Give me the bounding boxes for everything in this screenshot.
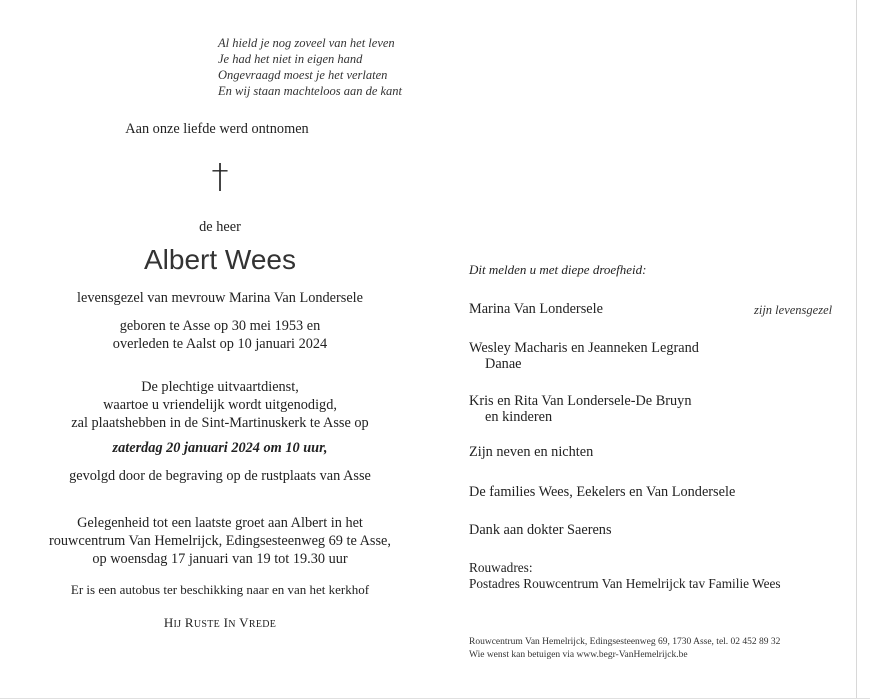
birth-death — [20, 317, 420, 353]
address-label: Rouwadres: — [469, 560, 533, 575]
mourning-address — [469, 560, 781, 592]
family-entry: Zijn neven en nichten — [469, 444, 594, 460]
family-entry — [469, 340, 699, 372]
footer-line: Rouwcentrum Van Hemelrijck, Edingsesteenweg 69, 1730 Asse, tel. 02 452 89 32 — [469, 637, 781, 647]
service-line: De plechtige uitvaartdienst, — [141, 379, 299, 395]
address-text: Postadres Rouwcentrum Van Hemelrijck tav Familie Wees — [469, 576, 781, 591]
bus-notice: Er is een autobus ter beschikking naar en van het kerkhof — [70, 582, 370, 597]
footer-line: Wie wenst kan betuigen via www.begr-VanHemelrijck.be — [469, 650, 688, 660]
deceased-name: Albert Wees — [144, 244, 296, 275]
service-date: zaterdag 20 januari 2024 om 10 uur, — [112, 440, 328, 456]
page-edge — [856, 0, 857, 699]
family-subline: en kinderen — [485, 409, 553, 425]
visitation-info — [20, 514, 420, 568]
service-line: zal plaatshebben in de Sint-Martinuskerk te Asse op — [71, 415, 369, 431]
family-line: Wesley Macharis en Jeanneken Legrand — [469, 340, 699, 356]
family-entry — [469, 393, 691, 425]
poem-line: En wij staan machteloos aan de kant — [218, 84, 403, 98]
death-line: overleden te Aalst op 10 januari 2024 — [112, 336, 328, 352]
poem-line: Ongevraagd moest je het verlaten — [218, 68, 388, 82]
poem-line: Al hield je nog zoveel van het leven — [218, 36, 395, 50]
family-subline: Danae — [485, 356, 522, 372]
cross-icon: † — [211, 157, 229, 197]
burial-line: gevolgd door de begraving op de rustplaats van Asse — [69, 468, 371, 484]
rip-line: HIJ RUSTE IN VREDE — [163, 615, 277, 630]
honorific: de heer — [199, 219, 241, 235]
visit-line: Gelegenheid tot een laatste groet aan Albert in het — [77, 515, 363, 531]
poem-line: Je had het niet in eigen hand — [218, 52, 363, 66]
visit-line: rouwcentrum Van Hemelrijck, Edingsesteenweg 69 te Asse, — [49, 533, 391, 549]
poem — [218, 35, 402, 99]
service-info — [20, 378, 420, 432]
family-line: Kris en Rita Van Londersele-De Bruyn — [469, 393, 692, 409]
visit-line: op woensdag 17 januari van 19 tot 19.30 uur — [92, 551, 348, 567]
announcement: Dit melden u met diepe droefheid: — [469, 262, 647, 277]
footer — [469, 636, 780, 662]
family-entry: De families Wees, Eekelers en Van Londersele — [469, 484, 736, 500]
birth-line: geboren te Asse op 30 mei 1953 en — [119, 318, 321, 334]
relation-label: zijn levensgezel — [754, 303, 833, 317]
intro-text: Aan onze liefde werd ontnomen — [125, 121, 309, 137]
partner-line: levensgezel van mevrouw Marina Van Londersele — [77, 290, 363, 306]
service-line: waartoe u vriendelijk wordt uitgenodigd, — [103, 397, 337, 413]
family-entry: Marina Van Londersele — [469, 301, 603, 317]
thanks-line: Dank aan dokter Saerens — [469, 522, 612, 538]
